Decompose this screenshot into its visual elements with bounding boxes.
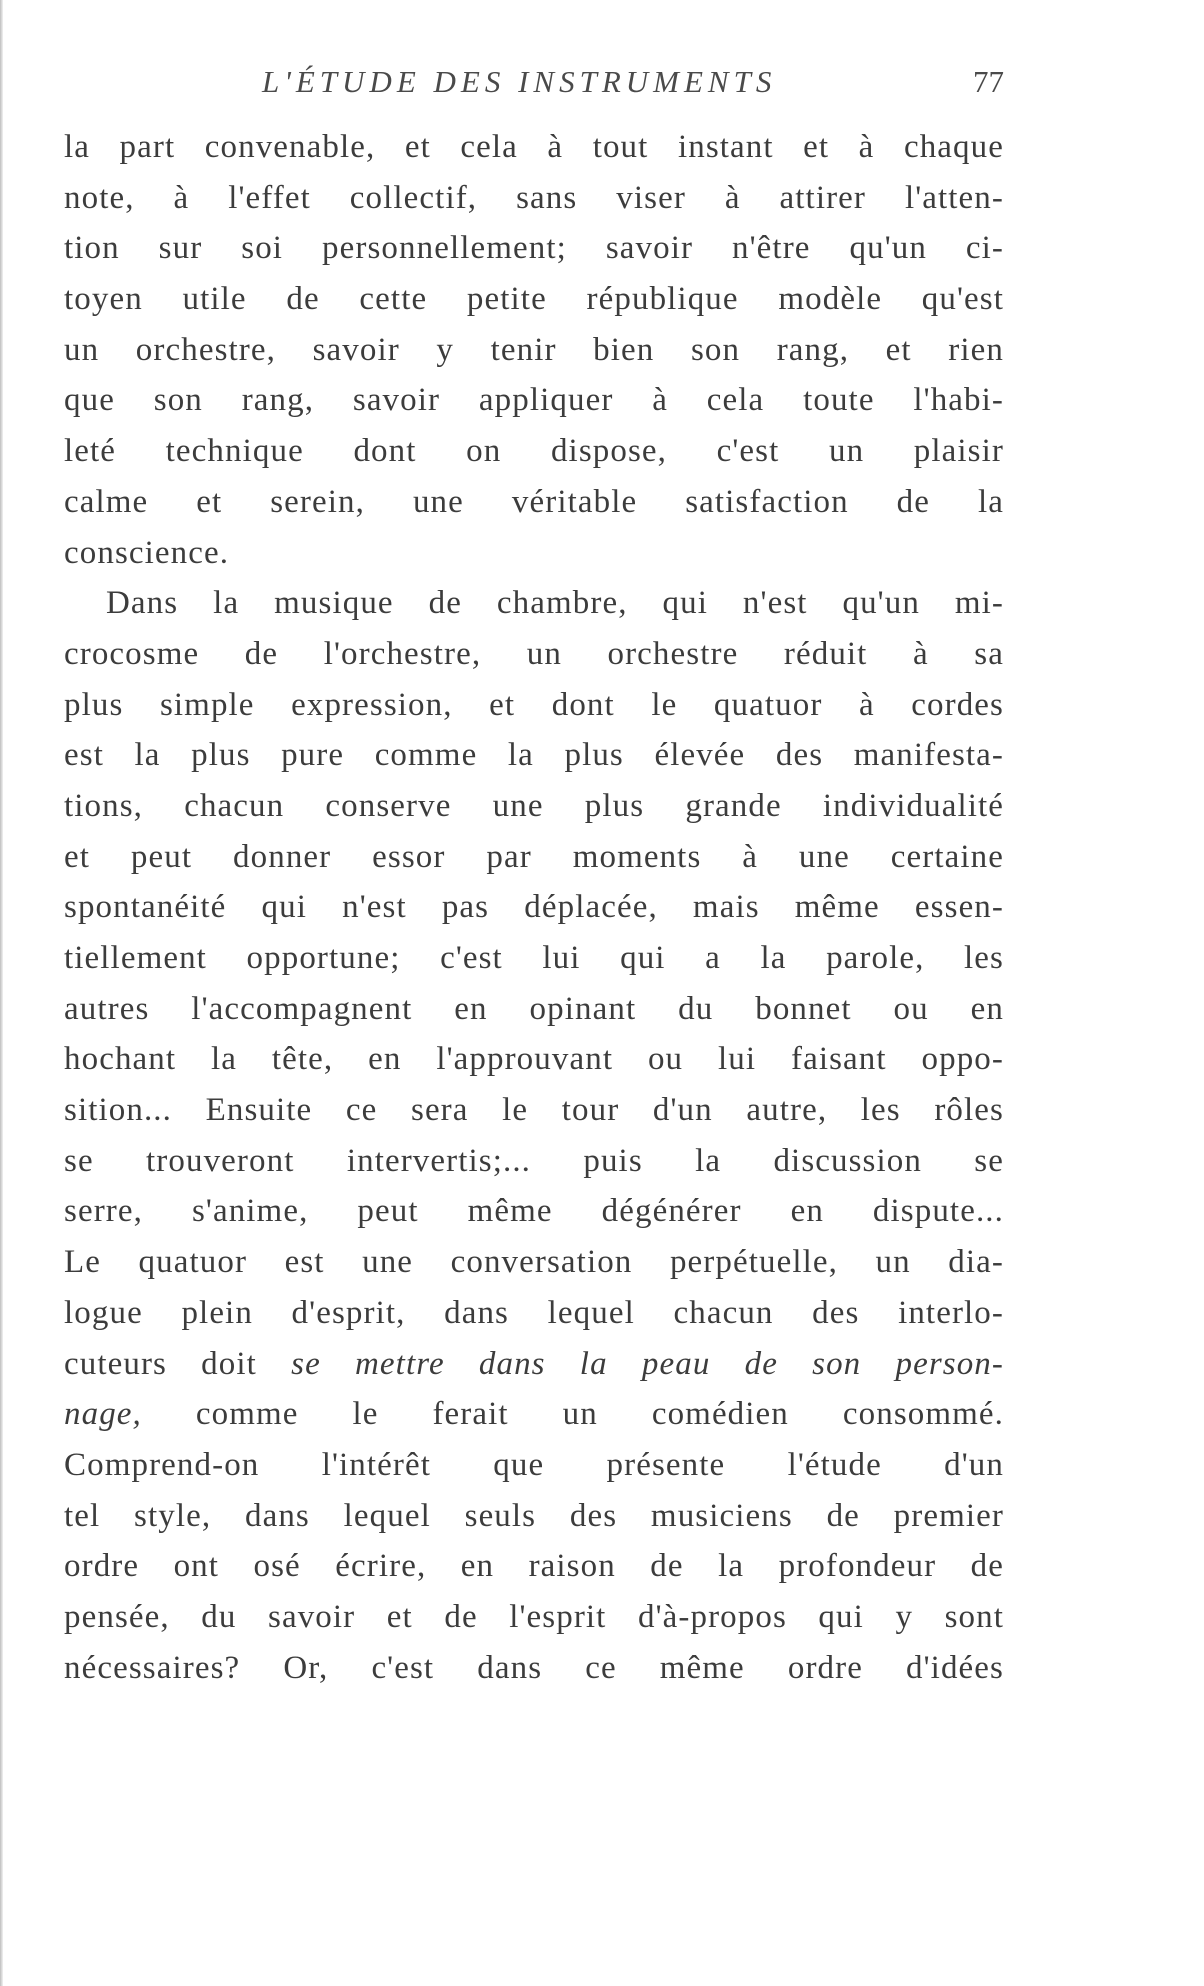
text-fragment: cuteurs doit [64, 1345, 292, 1382]
text-line: calme et serein, une véritable satisfaction de la [64, 483, 1004, 520]
text-line: Le quatuor est une conversation perpétuelle, un dia- [64, 1244, 1004, 1281]
text-line: un orchestre, savoir y tenir bien son rang, et rien [64, 331, 1004, 368]
text-line: que son rang, savoir appliquer à cela toute l'habi- [64, 382, 1004, 419]
text-line: Comprend-on l'intérêt que présente l'étude d'un [64, 1446, 1004, 1483]
text-line: se trouveront intervertis;... puis la discussion se [64, 1142, 1004, 1179]
text-line: note, à l'effet collectif, sans viser à attirer l'atten- [64, 179, 1004, 216]
text-line: tions, chacun conserve une plus grande individualité [64, 787, 1004, 824]
text-line: nécessaires? Or, c'est dans ce même ordre d'idées [64, 1649, 1004, 1686]
page-number: 77 [973, 64, 1004, 99]
text-line: la part convenable, et cela à tout instant et à chaque [64, 129, 1004, 165]
text-line: pensée, du savoir et de l'esprit d'à-propos qui y sont [64, 1598, 1004, 1635]
text-line: crocosme de l'orchestre, un orchestre réduit à sa [64, 635, 1004, 672]
text-line-with-italic [64, 1339, 1004, 1390]
text-line-with-italic [64, 1389, 1004, 1440]
text-line: hochant la tête, en l'approuvant ou lui faisant oppo- [64, 1041, 1004, 1078]
text-line: est la plus pure comme la plus élevée des manifesta- [64, 737, 1004, 774]
text-line: sition... Ensuite ce sera le tour d'un autre, les rôles [64, 1092, 1004, 1129]
text-line: tion sur soi personnellement; savoir n'être qu'un ci- [64, 230, 1004, 267]
italic-phrase: nage, [64, 1396, 142, 1433]
running-title: L'ÉTUDE DES INSTRUMENTS [262, 64, 777, 99]
text-line: ordre ont osé écrire, en raison de la profondeur de [64, 1548, 1004, 1585]
text-line: conscience. [64, 534, 230, 571]
text-line: plus simple expression, et dont le quatuor à cordes [64, 686, 1004, 723]
italic-phrase: se mettre dans la peau de son person- [291, 1345, 1004, 1382]
text-line: serre, s'anime, peut même dégénérer en dispute... [64, 1193, 1004, 1230]
text-line: tel style, dans lequel seuls des musiciens de premier [64, 1497, 1004, 1534]
text-line: toyen utile de cette petite république modèle qu'est [64, 281, 1004, 318]
text-line: spontanéité qui n'est pas déplacée, mais même essen- [64, 889, 1004, 926]
text-line: tiellement opportune; c'est lui qui a la parole, les [64, 940, 1004, 976]
running-header [0, 64, 1204, 104]
text-line: logue plein d'esprit, dans lequel chacun des interlo- [64, 1294, 1004, 1331]
text-line: et peut donner essor par moments à une certaine [64, 838, 1004, 875]
body-text [64, 122, 1004, 1693]
text-fragment: comme le ferait un comédien consommé. [141, 1396, 1004, 1433]
page-edge-shadow [0, 0, 3, 1986]
text-line: autres l'accompagnent en opinant du bonnet ou en [64, 990, 1004, 1027]
paragraph-start-line: Dans la musique de chambre, qui n'est qu'un mi- [106, 585, 1004, 622]
text-line: leté technique dont on dispose, c'est un plaisir [64, 433, 1004, 470]
